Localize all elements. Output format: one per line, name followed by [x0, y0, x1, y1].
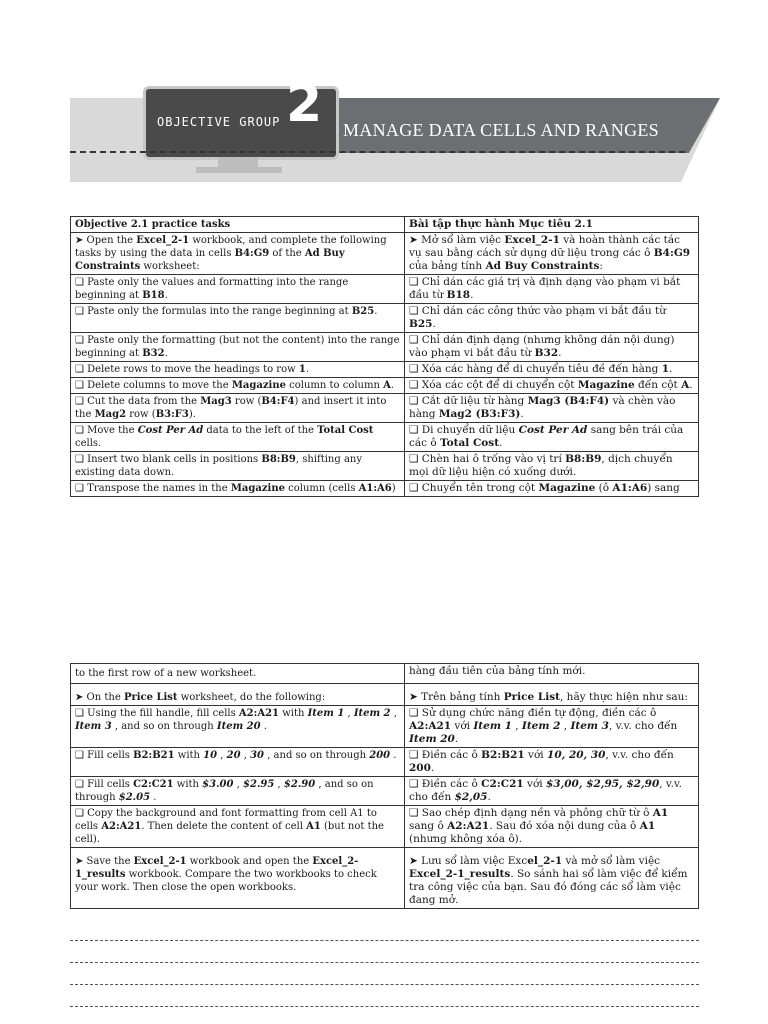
task-english: ❑ Fill cells C2:C21 with $3.00 , $2.95 , $2.90 , and so on through $2.05 . [71, 777, 405, 806]
chapter-title: MANAGE DATA CELLS AND RANGES [343, 120, 659, 140]
table-row [71, 378, 699, 394]
task-vietnamese: ❑ Cắt dữ liệu từ hàng Mag3 (B4:F4) và chèn vào hàng Mag2 (B3:F3). [405, 394, 699, 423]
monitor-stand-icon [218, 157, 258, 167]
task-vietnamese: ❑ Sử dụng chức năng điền tự động, điền các ô A2:A21 với Item 1 , Item 2 , Item 3, v.v. cho đến Item 20. [405, 706, 699, 748]
task-english: ❑ Fill cells B2:B21 with 10 , 20 , 30 , and so on through 200 . [71, 748, 405, 777]
task-vietnamese: ➤ Mở sổ làm việc Excel_2-1 và hoàn thành các tác vụ sau bằng cách sử dụng dữ liệu trong các ô B4:G9 của bảng tính Ad Buy Constraints: [405, 233, 699, 275]
task-english: ❑ Paste only the formulas into the range beginning at B25. [71, 304, 405, 333]
task-vietnamese: ❑ Xóa các hàng để di chuyển tiêu đề đến hàng 1. [405, 362, 699, 378]
task-vietnamese: ❑ Điền các ô B2:B21 với 10, 20, 30, v.v. cho đến 200. [405, 748, 699, 777]
header-english-text: Objective 2.1 practice tasks [75, 219, 231, 230]
dashed-rule [70, 984, 699, 985]
header-english [71, 217, 405, 233]
table-row [71, 233, 699, 275]
task-vietnamese: ❑ Di chuyển dữ liệu Cost Per Ad sang bên trái của các ô Total Cost. [405, 423, 699, 452]
practice-tasks-table [70, 216, 699, 497]
task-vietnamese: ➤ Lưu sổ làm việc Excel_2-1 và mở sổ làm việc Excel_2-1_results. So sánh hai sổ làm việc để kiểm tra công việc của bạn. Sau đó đóng các sổ làm việc đang mở. [405, 848, 699, 909]
task-english: ➤ On the Price List worksheet, do the following: [71, 684, 405, 706]
monitor-base-icon [196, 167, 282, 173]
dashed-rule [70, 1006, 699, 1007]
task-english: ❑ Move the Cost Per Ad data to the left of the Total Cost cells. [71, 423, 405, 452]
task-vietnamese: ❑ Chèn hai ô trống vào vị trí B8:B9, dịch chuyển mọi dữ liệu hiện có xuống dưới. [405, 452, 699, 481]
task-english: to the first row of a new worksheet. [71, 664, 405, 684]
task-english: ❑ Paste only the values and formatting into the range beginning at B18. [71, 275, 405, 304]
banner-dashed-rule [70, 151, 685, 153]
task-english: ❑ Insert two blank cells in positions B8:B9, shifting any existing data down. [71, 452, 405, 481]
task-english: ❑ Copy the background and font formatting from cell A1 to cells A2:A21. Then delete the content of cell A1 (but not the cell). [71, 806, 405, 848]
task-english: ❑ Cut the data from the Mag3 row (B4:F4) and insert it into the Mag2 row (B3:F3). [71, 394, 405, 423]
table-row [71, 333, 699, 362]
table-row [71, 706, 699, 748]
table-row [71, 362, 699, 378]
table-row [71, 664, 699, 684]
table-row [71, 423, 699, 452]
table-row [71, 848, 699, 909]
dashed-rule [70, 962, 699, 963]
task-english: ➤ Save the Excel_2-1 workbook and open the Excel_2-1_results workbook. Compare the two workbooks to check your work. Then close the open workbooks. [71, 848, 405, 909]
table-row [71, 748, 699, 777]
task-english: ❑ Delete columns to move the Magazine column to column A. [71, 378, 405, 394]
table-row [71, 394, 699, 423]
chapter-banner [0, 0, 768, 200]
table-row [71, 452, 699, 481]
task-vietnamese: hàng đầu tiên của bảng tính mới. [405, 664, 699, 684]
task-vietnamese: ❑ Chỉ dán các giá trị và định dạng vào phạm vi bắt đầu từ B18. [405, 275, 699, 304]
header-vietnamese-text: Bài tập thực hành Mục tiêu 2.1 [409, 218, 593, 230]
table-row [71, 304, 699, 333]
task-vietnamese: ➤ Trên bảng tính Price List, hãy thực hiện như sau: [405, 684, 699, 706]
dashed-rule [70, 940, 699, 941]
table-row [71, 777, 699, 806]
task-vietnamese: ❑ Xóa các cột để di chuyển cột Magazine đến cột A. [405, 378, 699, 394]
practice-tasks-table-continued [70, 663, 699, 909]
table-header-row [71, 217, 699, 233]
task-english: ❑ Delete rows to move the headings to row 1. [71, 362, 405, 378]
task-english: ❑ Transpose the names in the Magazine column (cells A1:A6) [71, 481, 405, 497]
table-row [71, 481, 699, 497]
task-vietnamese: ❑ Sao chép định dạng nền và phông chữ từ ô A1 sang ô A2:A21. Sau đó xóa nội dung của ô A1 (nhưng không xóa ô). [405, 806, 699, 848]
task-vietnamese: ❑ Chuyển tên trong cột Magazine (ô A1:A6) sang [405, 481, 699, 497]
objective-group-number: 2 [286, 74, 323, 134]
task-vietnamese: ❑ Chỉ dán định dạng (nhưng không dán nội dung) vào phạm vi bắt đầu từ B32. [405, 333, 699, 362]
header-vietnamese [405, 217, 699, 233]
table-row [71, 275, 699, 304]
task-vietnamese: ❑ Chỉ dán các công thức vào phạm vi bắt đầu từ B25. [405, 304, 699, 333]
task-english: ➤ Open the Excel_2-1 workbook, and complete the following tasks by using the data in cells B4:G9 of the Ad Buy Constraints worksheet: [71, 233, 405, 275]
task-english: ❑ Using the fill handle, fill cells A2:A21 with Item 1 , Item 2 , Item 3 , and so on through Item 20 . [71, 706, 405, 748]
task-vietnamese: ❑ Điền các ô C2:C21 với $3,00, $2,95, $2,90, v.v. cho đến $2,05. [405, 777, 699, 806]
table-row [71, 684, 699, 706]
table-row [71, 806, 699, 848]
objective-group-label: OBJECTIVE GROUP [157, 115, 281, 129]
task-english: ❑ Paste only the formatting (but not the content) into the range beginning at B32. [71, 333, 405, 362]
